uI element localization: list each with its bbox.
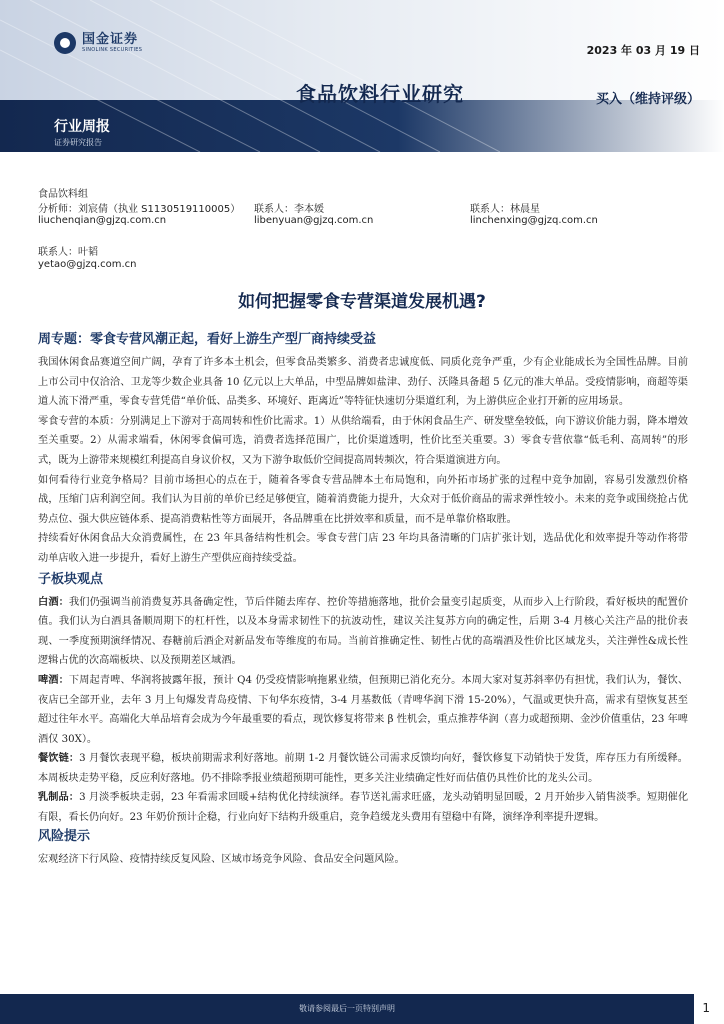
sector-text: 我们仍强调当前消费复苏具备确定性，节后伴随去库存、控价等措施落地，批价会量变引起质变，从而步入上行阶段，看好板块的配置价值。我们认为白酒具备顺周期下的杠杆性，以及本身需求韧性下的抗波动性，建议关注复苏方向的确定性，后期 3-4 月核心关注产品的批价表现、一季度预期演绎情况、春糖前后酒企对新品发布等维度的布局。当前首推确定性、韧性占优的高端酒及性价比区域龙头，关注弹性&成长性逻辑占优的次高端板块、以及预期差区域酒。: [38, 596, 689, 667]
logo-english: SINOLINK SECURITIES: [82, 46, 143, 53]
paragraph-risk: 宏观经济下行风险、疫情持续反复风险、区域市场竞争风险、食品安全问题风险。: [38, 853, 405, 865]
report-title: 食品饮料行业研究: [296, 82, 464, 106]
paragraph-baijiu: [38, 593, 688, 671]
analyst-email[interactable]: liuchenqian@gjzq.com.cn: [38, 215, 167, 226]
footer-disclaimer[interactable]: 敬请参阅最后一页特别声明: [299, 1004, 395, 1013]
logo-mark-icon: [54, 32, 76, 54]
page-footer: [0, 994, 724, 1024]
section-title-risk: 风险提示: [38, 828, 91, 844]
report-headline: 如何把握零食专营渠道发展机遇?: [238, 292, 486, 312]
contact-email[interactable]: libenyuan@gjzq.com.cn: [254, 215, 374, 226]
sector-text: 下周起青啤、华润将披露年报，预计 Q4 仍受疫情影响拖累业绩，但预期已消化充分。本周大家对复苏斜率仍有担忧，我们认为，餐饮、夜店已全部开业，去年 3 月上旬爆发青岛疫情、下旬华东疫情，3-4 月基数低（青啤华润下滑 15-20%），气温或更快升高，需求有望恢复甚至超过往年水平。高端化大单品培育会成为今年最重要的看点，现饮修复将带来 β 性机会，重点推荐华润（喜力或超预期、金沙价值重估，23 年啤酒仅 30X）。: [38, 674, 689, 745]
footer-bar: [0, 994, 694, 1024]
sector-label: 乳制品：: [38, 792, 80, 804]
report-date: 2023 年 03 月 19 日: [586, 44, 700, 57]
section-title-weekly: 周专题：零食专营风潮正起，看好上游生产型厂商持续受益: [38, 332, 377, 347]
report-type: 行业周报: [54, 119, 110, 135]
page-number: 1: [702, 1001, 710, 1015]
paragraph: 持续看好休闲食品大众消费属性，在 23 年具备结构性机会。零食专营门店 23 年均具备清晰的门店扩张计划，选品优化和效率提升等动作将带动单店收入进一步提升，看好上游生产型供应商持续受益。: [38, 533, 688, 564]
contact-email[interactable]: linchenxing@gjzq.com.cn: [470, 215, 598, 226]
contact-name: 联系人：叶韬: [38, 247, 98, 258]
paragraph-beer: [38, 671, 688, 749]
sector-text: 3 月淡季板块走弱，23 年看需求回暖+结构优化持续演绎。春节送礼需求旺盛，龙头动销明显回暖，2 月开始步入销售淡季。短期催化有限，看长仍向好。23 年奶价预计企稳，行业向好下结构升级重启，竞争趋缓龙头费用有望稳中有降，演绎净利率提升逻辑。: [38, 792, 689, 824]
paragraph-dairy: [38, 788, 688, 827]
sector-label: 啤酒：: [38, 674, 69, 686]
paragraph: 我国休闲食品赛道空间广阔，孕育了许多本土机会，但零食品类繁多、消费者忠诚度低、同质化竞争严重，少有企业能成长为全国性品牌。目前上市公司中仅洽洽、卫龙等少数企业具备 10 亿元以上大单品，中型品牌如盐津、劲仔、沃隆具备超 5 亿元的准大单品。受疫情影响，商超等渠道人流下滑严重，零食专营凭借“单价低、品类多、环境好、距离近”等特征快速切分渠道红利，为上游供应企业打开新的应用场景。: [38, 357, 688, 408]
rating-badge: 买入（维持评级）: [595, 92, 700, 107]
contact-email[interactable]: yetao@gjzq.com.cn: [38, 259, 137, 270]
analyst-group: 食品饮料组: [38, 189, 88, 200]
section-title-sectors: 子板块观点: [38, 571, 104, 587]
sector-label: 白酒：: [38, 596, 69, 608]
logo-name: 国金证券: [82, 31, 139, 47]
paragraph: 如何看待行业竞争格局？目前市场担心的点在于，随着各零食专营品牌本土布局饱和，向外拓市场扩张的过程中竞争加剧，容易引发激烈价格战，压缩门店利润空间。我们认为目前的单价已经足够便宜，随着消费能力提升，大众对于低价商品的需求弹性较小。未来的竞争或围绕抢占优势点位、强大供应链体系、提高消费粘性等方面展开，各品牌重在比拼效率和质量，而不是单靠价格取胜。: [38, 474, 688, 525]
paragraph-catering: [38, 749, 688, 788]
report-subtitle: 证券研究报告: [54, 138, 102, 147]
header-banner: [0, 0, 724, 170]
paragraph: 零食专营的本质：分别满足上下游对于高周转和性价比需求。1）从供给端看，由于休闲食品生产、研发壁垒较低，向下游议价能力弱，降本增效至关重要。2）从需求端看，休闲零食偏可选，消费者选择范围广，比价渠道透明，性价比至关重要。3）零食专营依靠“低毛利、高周转”的形式，既为上游带来规模红利提高自身议价权，又为下游争取低价空间提高周转频次，符合渠道演进方向。: [38, 415, 688, 466]
report-body: [38, 331, 688, 869]
analyst-name: 分析师：刘宸倩（执业 S1130519110005）: [38, 204, 241, 215]
sector-label: 餐饮链：: [38, 753, 80, 765]
contact-name: 联系人：林晨星: [470, 204, 540, 215]
sector-text: 3 月餐饮表现平稳，板块前期需求利好落地。前期 1-2 月餐饮链公司需求反馈均向好，餐饮修复下动销快于发货，库存压力有所缓释。本周板块走势平稳，反应利好落地。仍不排除季报业绩超预期可能性，更多关注业绩确定性好而估值仍具性价比的龙头公司。: [38, 753, 688, 784]
contact-name: 联系人：李本媛: [254, 204, 324, 215]
company-logo: [54, 32, 142, 54]
